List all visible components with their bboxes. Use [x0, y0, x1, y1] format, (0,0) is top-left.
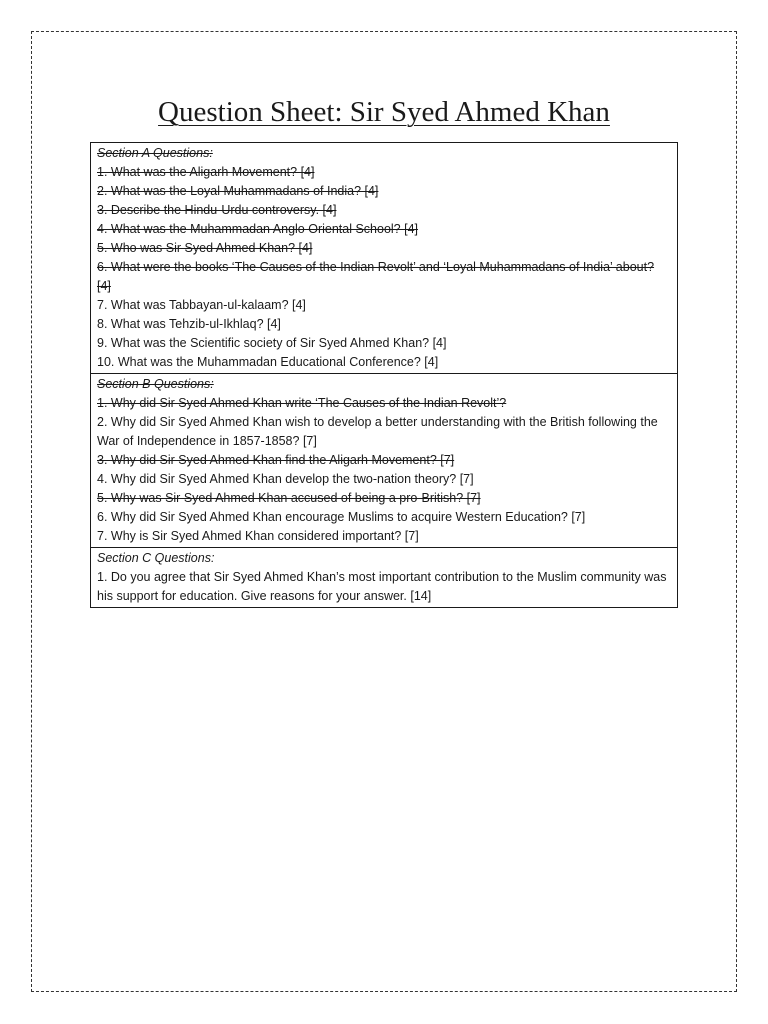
question-item: 7. What was Tabbayan-ul-kalaam? [4]: [97, 298, 306, 312]
question-item: 1. Do you agree that Sir Syed Ahmed Khan’s most important contribution to the Muslim community was his support for education. Give reasons for your answer. [14]: [97, 570, 667, 603]
question-item: 4. What was the Muhammadan Anglo Oriental School? [4]: [97, 222, 419, 236]
question-item: 2. Why did Sir Syed Ahmed Khan wish to develop a better understanding with the British following the War of Independence in 1857-1858? [7]: [97, 415, 658, 448]
question-item: 4. Why did Sir Syed Ahmed Khan develop the two-nation theory? [7]: [97, 472, 474, 486]
question-item: 7. Why is Sir Syed Ahmed Khan considered important? [7]: [97, 529, 419, 543]
question-item: 1. Why did Sir Syed Ahmed Khan write ‘The Causes of the Indian Revolt’?: [97, 396, 507, 410]
section-b: [91, 373, 677, 547]
question-table: [90, 142, 678, 608]
section-heading: Section A Questions:: [97, 146, 213, 160]
question-item: 6. Why did Sir Syed Ahmed Khan encourage Muslims to acquire Western Education? [7]: [97, 510, 586, 524]
question-item: 9. What was the Scientific society of Sir Syed Ahmed Khan? [4]: [97, 336, 447, 350]
question-item: 3. Describe the Hindu-Urdu controversy. [4]: [97, 203, 337, 217]
section-heading: Section B Questions:: [97, 377, 214, 391]
section-heading: Section C Questions:: [97, 551, 215, 565]
question-item: 8. What was Tehzib-ul-Ikhlaq? [4]: [97, 317, 281, 331]
section-a: [91, 143, 677, 373]
question-item: 6. What were the books ‘The Causes of the Indian Revolt’ and ‘Loyal Muhammadans of India’ about? [4]: [97, 260, 655, 293]
section-c: [91, 547, 677, 607]
page-title: Question Sheet: Sir Syed Ahmed Khan: [158, 96, 610, 128]
question-item: 5. Why was Sir Syed Ahmed Khan accused of being a pro-British? [7]: [97, 491, 481, 505]
question-item: 2. What was the Loyal Muhammadans of India? [4]: [97, 184, 379, 198]
question-item: 3. Why did Sir Syed Ahmed Khan find the Aligarh Movement? [7]: [97, 453, 455, 467]
question-item: 5. Who was Sir Syed Ahmed Khan? [4]: [97, 241, 313, 255]
question-item: 10. What was the Muhammadan Educational Conference? [4]: [97, 355, 439, 369]
question-item: 1. What was the Aligarh Movement? [4]: [97, 165, 315, 179]
